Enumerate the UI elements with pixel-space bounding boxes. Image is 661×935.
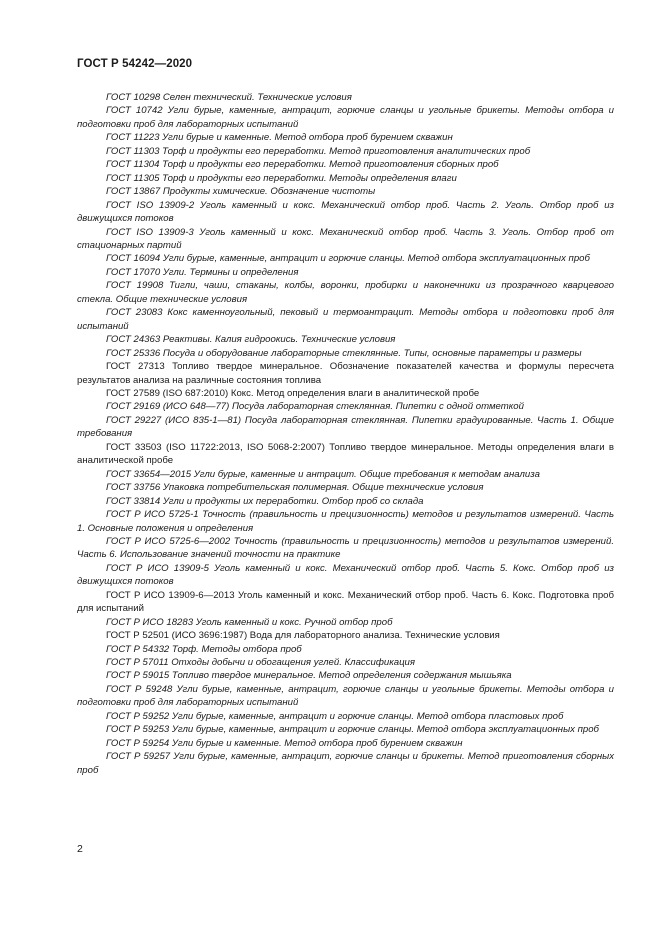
reference-item: ГОСТ 24363 Реактивы. Калия гидроокись. Технические условия — [106, 334, 396, 346]
reference-item: ГОСТ 10742 Угли бурые, каменные, антрацит, горючие сланцы и угольные брикеты. Методы отбора и подготовки проб для лабораторных испытаний — [77, 105, 614, 130]
reference-item: ГОСТ Р ИСО 13909-5 Уголь каменный и кокс. Механический отбор проб. Часть 5. Кокс. Отбор проб из движущихся потоков — [77, 562, 614, 588]
reference-item: ГОСТ 11303 Торф и продукты его переработки. Метод приготовления аналитических проб — [106, 145, 531, 157]
reference-item: ГОСТ 25336 Посуда и оборудование лабораторные стеклянные. Типы, основные параметры и размеры — [106, 347, 582, 359]
reference-item: ГОСТ 11304 Торф и продукты его переработки. Метод приготовления сборных проб — [106, 159, 499, 171]
reference-item: ГОСТ 16094 Угли бурые, каменные, антрацит и горючие сланцы. Метод отбора эксплуатационных проб — [106, 253, 590, 265]
page-number: 2 — [77, 843, 83, 855]
reference-item: ГОСТ 29169 (ИСО 648—77) Посуда лабораторная стеклянная. Пипетки с одной отметкой — [106, 401, 524, 413]
reference-item: ГОСТ Р 52501 (ИСО 3696:1987) Вода для лабораторного анализа. Технические условия — [106, 630, 500, 642]
reference-item: ГОСТ Р 59015 Топливо твердое минеральное. Метод определения содержания мышьяка — [106, 670, 512, 682]
reference-item: ГОСТ Р 59252 Угли бурые, каменные, антрацит и горючие сланцы. Метод отбора пластовых проб — [106, 710, 564, 722]
reference-item: ГОСТ ISO 13909-3 Уголь каменный и кокс. Механический отбор проб. Часть 3. Уголь. Отбор проб от стационарных партий — [77, 226, 614, 251]
reference-item: ГОСТ 11223 Угли бурые и каменные. Метод отбора проб бурением скважин — [106, 132, 453, 144]
reference-item: ГОСТ Р 59254 Угли бурые и каменные. Метод отбора проб бурением скважин — [106, 737, 463, 749]
reference-item: ГОСТ 33503 (ISO 11722:2013, ISO 5068-2:2007) Топливо твердое минеральное. Методы определения влаги в аналитической пробе — [77, 441, 614, 467]
reference-item: ГОСТ Р 59248 Угли бурые, каменные, антрацит, горючие сланцы и угольные брикеты. Методы отбора и подготовки проб для лабораторных испытаний — [77, 683, 614, 709]
reference-item: ГОСТ 13867 Продукты химические. Обозначение чистоты — [106, 186, 376, 198]
reference-item: ГОСТ 29227 (ИСО 835-1—81) Посуда лабораторная стеклянная. Пипетки градуированные. Часть 1. Общие требования — [77, 414, 614, 440]
reference-item: ГОСТ Р 59253 Угли бурые, каменные, антрацит и горючие сланцы. Метод отбора эксплуатационных проб — [106, 724, 599, 736]
reference-item: ГОСТ 33654—2015 Угли бурые, каменные и антрацит. Общие требования к методам анализа — [106, 468, 540, 480]
reference-item: ГОСТ Р ИСО 18283 Уголь каменный и кокс. Ручной отбор проб — [106, 616, 393, 628]
reference-item: ГОСТ Р ИСО 5725-1 Точность (правильность и прецизионность) методов и результатов измерений. Часть 1. Основные положения и определения — [77, 509, 614, 534]
reference-item: ГОСТ 33756 Упаковка потребительская полимерная. Общие технические условия — [106, 482, 484, 494]
reference-item: ГОСТ Р 59257 Угли бурые, каменные, антрацит, горючие сланцы и брикеты. Метод приготовления сборных проб — [77, 751, 614, 776]
reference-item: ГОСТ 19908 Тигли, чаши, стаканы, колбы, воронки, пробирки и наконечники из прозрачного кварцевого стекла. Общие технические условия — [77, 280, 614, 305]
reference-item: ГОСТ 10298 Селен технический. Технические условия — [106, 92, 352, 103]
reference-item: ГОСТ 23083 Кокс каменноугольный, пековый и термоантрацит. Методы отбора и подготовки проб для испытаний — [77, 307, 614, 332]
reference-item: ГОСТ 27589 (ISO 687:2010) Кокс. Метод определения влаги в аналитической пробе — [106, 387, 480, 399]
normative-references-list — [77, 91, 614, 777]
reference-item: ГОСТ 33814 Угли и продукты их переработки. Отбор проб со склада — [106, 495, 424, 507]
reference-item: ГОСТ Р ИСО 5725-6—2002 Точность (правильность и прецизионность) методов и результатов измерений. Часть 6. Использование значений точности на практике — [77, 535, 614, 561]
reference-item: ГОСТ Р 54332 Торф. Методы отбора проб — [106, 643, 302, 655]
reference-item: ГОСТ Р ИСО 13909-6—2013 Уголь каменный и кокс. Механический отбор проб. Часть 6. Кокс. Подготовка проб для испытаний — [77, 589, 614, 615]
reference-item: ГОСТ 11305 Торф и продукты его переработки. Методы определения влаги — [106, 172, 457, 184]
reference-item: ГОСТ 27313 Топливо твердое минеральное. Обозначение показателей качества и формулы пересчета результатов анализа на различные состояния топлива — [77, 361, 614, 386]
standard-header: ГОСТ Р 54242—2020 — [77, 58, 193, 70]
reference-item: ГОСТ 17070 Угли. Термины и определения — [106, 266, 299, 278]
reference-item: ГОСТ Р 57011 Отходы добычи и обогащения углей. Классификация — [106, 657, 416, 669]
reference-item: ГОСТ ISO 13909-2 Уголь каменный и кокс. Механический отбор проб. Часть 2. Уголь. Отбор проб из движущихся потоков — [77, 199, 614, 225]
